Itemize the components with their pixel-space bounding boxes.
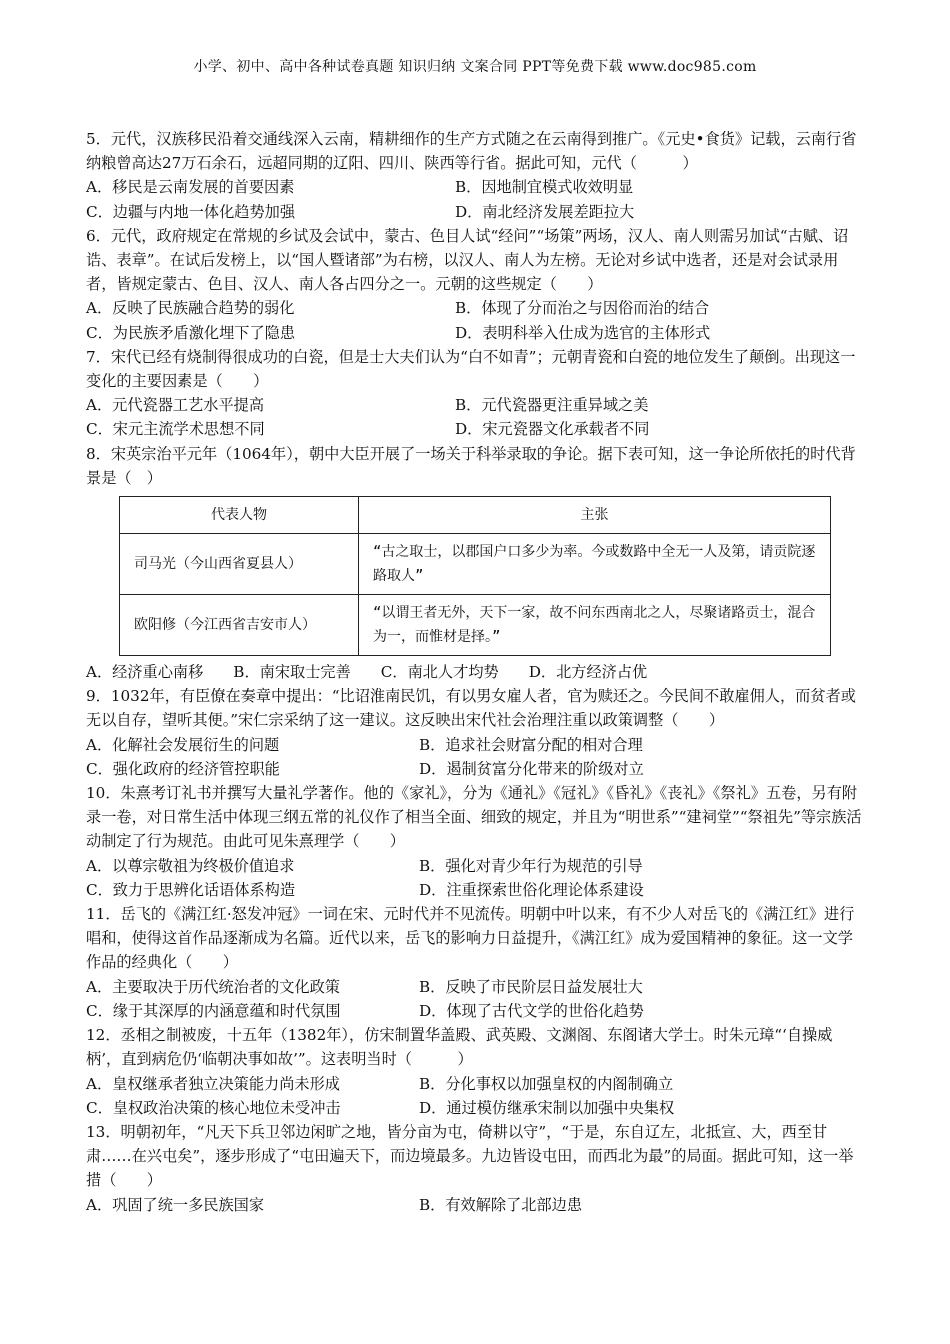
option-d: D．南北经济发展差距拉大 [455, 202, 635, 221]
option-d: D．表明科举入仕成为选官的主体形式 [455, 323, 711, 342]
option-d: D．北方经济占优 [528, 663, 648, 682]
question-7-options [86, 393, 866, 441]
option-a: A．主要取决于历代统治者的文化政策 [86, 977, 340, 996]
option-a: A．化解社会发展衍生的问题 [86, 735, 280, 754]
table-row [120, 534, 831, 595]
option-a: A．反映了民族融合趋势的弱化 [86, 299, 295, 318]
table-header-cell: 代表人物 [120, 497, 359, 534]
question-12-stem: 12．丞相之制被废，十五年（1382年），仿宋制置华盖殿、武英殿、文渊阁、东阁诸大学士。时朱元璋“‘自操威柄’，直到病危仍‘临朝决事如故’”。这表明当时（ ） [86, 1026, 833, 1069]
question-13-options [86, 1193, 866, 1217]
option-a: A．巩固了统一多民族国家 [86, 1195, 265, 1214]
option-a: A．经济重心南移 [86, 663, 204, 682]
question-6-stem: 6．元代，政府规定在常规的乡试及会试中，蒙古、色目人试“经问”“场策”两场，汉人、南人则需另加试“古赋、诏诰、表章”。在试后发榜上，以“国人暨诸部”为右榜，以汉人、南人为左榜。无论对乡试中选者，还是对会试录用者，皆规定蒙古、色目、汉人、南人各占四分之一。元朝的这些规定（ ） [86, 226, 849, 294]
table-cell-person: 欧阳修（今江西省吉安市人） [120, 595, 359, 656]
option-b: B．分化事权以加强皇权的内阁制确立 [419, 1074, 674, 1093]
option-b: B．元代瓷器更注重异域之美 [455, 396, 649, 415]
page-header: 小学、初中、高中各种试卷真题 知识归纳 文案合同 PPT等免费下载 www.doc985.com [193, 59, 757, 75]
question-8-stem: 8．宋英宗治平元年（1064年），朝中大臣开展了一场关于科举录取的争论。据下表可知，这一争论所依托的时代背景是（ ） [86, 444, 856, 487]
option-d: D．体现了古代文学的世俗化趋势 [419, 1001, 644, 1020]
table-header-cell: 主张 [359, 497, 831, 534]
table-row [120, 595, 831, 656]
option-c: C．为民族矛盾激化埋下了隐患 [86, 323, 296, 342]
question-12-options [86, 1072, 866, 1120]
option-a: A．以尊宗敬祖为终极价值追求 [86, 856, 295, 875]
question-8-options [86, 660, 866, 684]
option-b: B．强化对青少年行为规范的引导 [419, 856, 643, 875]
option-b: B．南宋取士完善 [233, 663, 351, 682]
option-c: C．强化政府的经济管控职能 [86, 759, 280, 778]
table-cell-claim: “以谓王者无外，天下一家，故不问东西南北之人，尽聚诸路贡士，混合为一，而惟材是择。” [359, 595, 831, 656]
question-11-stem: 11．岳飞的《满江红·怒发冲冠》一词在宋、元时代并不见流传。明朝中叶以来，有不少人对岳飞的《满江红》进行唱和，使得这首作品逐渐成为名篇。近代以来，岳飞的影响力日益提升，《满江红》成为爱国精神的象征。这一文学作品的经典化（ ） [86, 905, 855, 972]
option-d: D．通过模仿继承宋制以加强中央集权 [419, 1098, 675, 1117]
question-9-options [86, 733, 866, 781]
option-c: C．边疆与内地一体化趋势加强 [86, 202, 296, 221]
option-c: C．致力于思辨化话语体系构造 [86, 880, 296, 899]
option-a: A．元代瓷器工艺水平提高 [86, 396, 265, 415]
option-a: A．移民是云南发展的首要因素 [86, 178, 295, 197]
question-9-stem: 9．1032年，有臣僚在奏章中提出：“比诏淮南民饥，有以男女雇人者，官为赎还之。今民间不敢雇佣人，而贫者或无以自存，望听其便。”宋仁宗采纳了这一建议。这反映出宋代社会治理注重以政策调整（ ） [86, 687, 856, 730]
option-d: D．遏制贫富分化带来的阶级对立 [419, 759, 644, 778]
table-cell-person: 司马光（今山西省夏县人） [120, 534, 359, 595]
question-5-stem: 5．元代，汉族移民沿着交通线深入云南，精耕细作的生产方式随之在云南得到推广。《元史•食货》记载，云南行省纳粮曾高达27万石余石，远超同期的辽阳、四川、陕西等行省。据此可知，元代（ ） [86, 130, 857, 173]
option-b: B．有效解除了北部边患 [419, 1195, 583, 1214]
option-c: C．南北人才均势 [380, 663, 499, 682]
option-b: B．追求社会财富分配的相对合理 [419, 735, 643, 754]
table-header-row [120, 497, 831, 534]
option-a: A．皇权继承者独立决策能力尚未形成 [86, 1074, 340, 1093]
option-d: D．宋元瓷器文化承载者不同 [455, 420, 650, 439]
question-10-options [86, 854, 866, 902]
option-b: B．因地制宜模式收效明显 [455, 178, 634, 197]
question-5-options [86, 175, 866, 223]
question-10-stem: 10．朱熹考订礼书并撰写大量礼学著作。他的《家礼》，分为《通礼》《冠礼》《昏礼》《丧礼》《祭礼》五卷，另有附录一卷，对日常生活中体现三纲五常的礼仪作了相当全面、细致的规定，并且为“明世系”“建祠堂”“祭祖先”等宗族活动制定了行为规范。由此可见朱熹理学（ ） [86, 784, 862, 851]
question-8-table [119, 496, 831, 656]
question-6-options [86, 296, 866, 344]
option-d: D．注重探索世俗化理论体系建设 [419, 880, 644, 899]
option-b: B．反映了市民阶层日益发展壮大 [419, 977, 643, 996]
question-7-stem: 7．宋代已经有烧制得很成功的白瓷，但是士大夫们认为“白不如青”；元朝青瓷和白瓷的地位发生了颠倒。出现这一变化的主要因素是（ ） [86, 347, 856, 391]
table-cell-claim: “古之取士，以郡国户口多少为率。今或数路中全无一人及第，请贡院逐路取人” [359, 534, 831, 595]
question-11-options [86, 975, 866, 1023]
option-c: C．皇权政治决策的核心地位未受冲击 [86, 1098, 341, 1117]
option-b: B．体现了分而治之与因俗而治的结合 [455, 299, 710, 318]
option-c: C．缘于其深厚的内涵意蕴和时代氛围 [86, 1001, 341, 1020]
option-c: C．宋元主流学术思想不同 [86, 420, 265, 439]
question-list [86, 127, 866, 1217]
question-13-stem: 13．明朝初年，“凡天下兵卫邻边闲旷之地，皆分亩为屯，倚耕以守”，“于是，东自辽左，北抵宣、大，西至甘肃……在兴屯矣”，逐步形成了“屯田遍天下，而边境最多。九边皆设屯田，而西北为最”的局面。据此可知，这一举措（ ） [86, 1122, 854, 1190]
